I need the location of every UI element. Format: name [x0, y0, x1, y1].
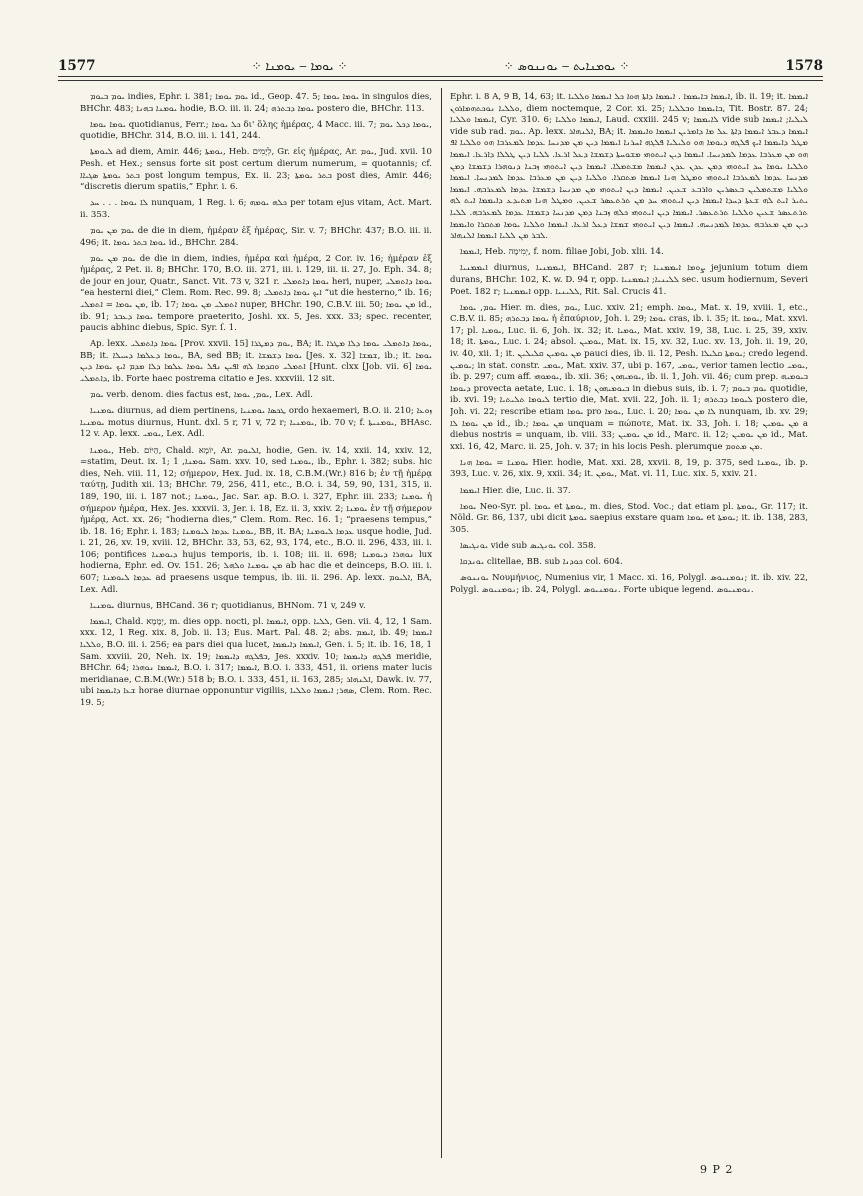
- dictionary-entry: ܝܘܡ ܡܢ ܝܘܡ de die in diem, ἡμέραν ἐξ ἡμέρας, Sir. v. 7; BHChr. 437; B.O. iii. ii. 496; it. ܝܘܡܐ ܒܬܪ ܝܘܡܐ id., BHChr. 284.: [80, 225, 432, 248]
- dictionary-entry: ܝܘܢܕܩܐ clitellae, BB. sub ܟܘܕܢܐ col. 604.: [460, 556, 623, 567]
- left-running-title: ⁘ ܝܘܡܐ ‒ ܝܘܡܢܐ ⁘: [251, 59, 348, 73]
- dictionary-entry: ܝܘܡ verb. denom. dies factus est, ܝܘܡ, ܝܘܡܐ, Lex. Adl.: [90, 390, 313, 401]
- signature-mark: 9 P 2: [700, 1163, 734, 1176]
- dictionary-entry: ܝܘܡܢܐ, Heb. הַיּוֹם, Chald. יוֹמָא, Ar. ܐܠܝܘܡ, hodie, Gen. iv. 14, xxii. 14, xxiv. 12, =statim, Deut. ix. 1; ܝܘܡܢܐ, 1 Sam. xxv. 10, sed ܝܘܡܢܐ, ib., Ephr. i. 382; subs. hic dies, Neh. viii. 11, 12; σήμερον, Hex. Jud. ix. 18, C.B.M.(Wr.) 816 b; ἐν τῇ ἡμέρᾳ ταύτῃ, Judith xii. 13; BHChr. 79, 256, 411, etc., B.O. i. 34, 59, 90, 131, 315, ii. 189, 190, iii. i. 187 not.; ܝܘܡܢܐ, Jac. Sar. ap. B.O. i. 327, Ephr. iii. 233; ܝܘܡܢܐ ἡ σήμερον ἡμέρα, Hex. Jes. xxxvii. 3, Jer. i. 18, Ez. ii. 3, xxiv. 2; ܝܘܡܢܐ ἐν τῇ σήμερον ἡμέρᾳ, Act. xx. 26; “hodierna dies,” Clem. Rom. Rec. 16. 1; “praesens tempus,” ib. 18. 16; Ephr. i. 183; ܝܘܡܢܐ ܥܕܡܐ ܠܝܘܡܢܐ, BB, it. BA; ܥܕܡܐ ܠܝܘܡܢܐ usque hodie, Jud. i. 21, 26, xv. 19, xviii. 12, BHChr. 33, 53, 62, 93, 174, etc., B.O. ii. 296, 433, iii. i. 106; pontifices ܕܝܘܡܢܐ hujus temporis, ib. i. 108; iii. ii. 698; ܢܘܗܪܐ ܕܝܘܡܢܐ lux hodierna, Ephr. ed. Ov. 151. 26; ܡܢ ܝܘܡܢܐ ܘܠܗܠ ab hac die et deinceps, B.O. iii. i. 607; ܥܕܡܐ ܠܝܘܡܢܐ ad praesens usque tempus, ib. iii. ii. 296. Ap. lexx. ܐܠܝܘܡ, BA, Lex. Adl.: [80, 445, 432, 595]
- dictionary-entry: Ap. lexx. ܝܘܡܐ ܕܐܬܡܠܝ [Prov. xxvii. 15] ܝܘܡ ܕܡܛܪܐ, BA; it. ܝܘܡܐ ܕܐܬܡܠܝ ܝܘܡܐ ܕܠܐ ܡܛܪܐ, BB; it. ܝܘܡܐ ܕܥܠܡܐ ܕܚܝܠܐ, BA, sed BB; it. ܝܘܡܐ ܕܫܡܫܐ [Jes. x. 32] ܫܡܫܐ, ib.; it. ܝܘܡܐ ܐܬܡܠܝ ܘܩܕܡܐ ܠܗ ܐܦܝܢ ܢܦܠ ܝܘܡܐ ܥܠܡܐ ܕܠܐ ܡܕܡ ܐܝܟ ܝܘܡܐ ܕܝܢ [Hunt. clxx [Job. vii. 6] ܝܘܡܐ ܕܐܬܡܠܝ, ib. Forte haec postrema citatio e Jes. xxxviii. 12 sit.: [80, 339, 432, 385]
- dictionary-entry: ܝܘܡܐ Neo-Syr. pl. ܝܘܡܐ et ܝܘܡܬܐ, m. dies, Stod. Voc.; dat etiam pl. ܝܘܡܬܐ, Gr. 117; it. Nöld. Gr. 86, 137, ubi dicit ܝܘܡܬܐ saepius exstare quam ܝܘܡܐ et ܝܘܡܬܐ; it. ib. 138, 283, 305.: [450, 501, 808, 535]
- dictionary-entry: ܝܘܢܢܘܣ Νουμήνιος, Numenius vir, 1 Macc. xi. 16, Polygl. ܢܘܡܢܝܘܣ; it. ib. xiv. 22, Polygl. ܢܘܡܢܝܘܣ; ib. 24, Polygl. ܢܘܡܢܝܘܣ. Forte ubique legend. ܢܘܡܢܝܘܣ.: [450, 573, 808, 595]
- dictionary-entry: ܝܘܡܢܝܐ diurnus, ad diem pertinens, ܛܟܣܐ ܝܘܡܢܝܐ ordo hexaemeri, B.O. ii. 210; ܙܘܥܐ ܝܘܡܢܝܐ motus diurnus, Hunt. dxl. 5 r, 71 v, 72 r; ܝܘܡܢܝܐ, ib. 70 v; f. ܝܘܡܢܝܬܐ, BHAsc. 12 v. Ap. lexx. ܝܘܡܝ, Lex. Adl.: [80, 406, 432, 440]
- running-header: [58, 52, 823, 74]
- column-divider: [441, 88, 442, 1158]
- dictionary-entry: ܠܝܘܡܬܐ ad diem, Amir. 446; ܝܘܡܬܐ, Heb. לְיָמִים, Gr. εἰς ἡμέρας, Ar. ܝܘܡ, Jud. xvii. 10 Pesh. et Hex.; sensus forte sit post certum dierum numerum, = quotannis; cf. ܒܬܪ ܝܘܡܬܐ ܣܓܝܐܐ post longum tempus, Ex. ii. 23; ܒܬܪ ܝܘܡܬܐ post dies, Amir. 446; “discretis dierum spatiis,” Ephr. i. 6.: [80, 147, 432, 193]
- dictionary-entry: ܝܘܢܓܝܣܐ vide sub ܝܘܢܓܝܣ col. 358.: [460, 540, 597, 551]
- right-column: [450, 92, 808, 1162]
- dictionary-entry: ܝܘܡܢܐ = ܝܘܡܐ ܗܢܐ Hier. hodie, Mat. xxi. 28, xxvii. 8, 19, p. 375, sed ܝܘܡܢܐ, ib. p. 393, Luc. v. 26, xix. 9, xxii. 34; it. ܝܘܡܢ, Mat. vi. 11, Luc. xix. 5, xxiv. 21.: [450, 457, 808, 480]
- dictionary-entry: ܝܘܡ ܡܢ ܝܘܡ de die in diem, indies, ἡμέρα καὶ ἡμέρα, 2 Cor. iv. 16; ἡμέραν ἐξ ἡμέρας, 2 Pet. ii. 8; BHChr. 170, B.O. iii. 271, iii. i. 129, iii. ii. 27, Jo. Eph. 34. 8; de jour en jour, Quatr., Sanct. Vit. 73 v, 321 r. ܝܘܡܐ ܕܐܬܡܠܝ heri, nuper, ܝܘܡܐ ܕܐܬܡܠܝ “ea hesterni diei,” Clem. Rom. Rec. 99. 8; ܐܝܟ ܝܘܡܐ ܕܐܬܡܠܝ “ut die hesterno,” ib. 16; ܡܢ ܝܘܡܐ = ܐܬܡܠܝ, ib. 17; ܐܬܡܠܝ ܡܢ ܝܘܡܐ nuper, BHChr. 190, C.B.V. iii. 50; ܡܢ ܝܘܡܐ id., ib. 91; ܝܘܡܐ ܕܥܒܪ tempore praeterito, Joshi. xx. 5, Jes. xxx. 33; spec. recenter, paucis abhinc diebus, Spic. Syr. ſ. 1.: [80, 253, 432, 334]
- dictionary-entry: ܐܝܡܡܐ, Heb. יְמִימָה, f. nom. filiae Jobi, Job. xlii. 14.: [460, 247, 664, 258]
- dictionary-entry: ܝܘܡܢܝܐ diurnus, BHCand. 36 r; quotidianus, BHNom. 71 v, 249 v.: [90, 600, 366, 611]
- left-column: [80, 92, 432, 1162]
- dictionary-entry: ܝܘܡ ܒܝܘܡ indies, Ephr. i. 381; ܝܘܡ ܝܘܡܐ id., Geop. 47. 5; ܝܘܡܐ ܝܘܡܐ in singulos dies, BHChr. 483; ܝܘܡܢܐ ܒܗܢܐ hodie, B.O. iii. ii. 24; ܝܘܡܐ ܕܒܬܪܗ postero die, BHChr. 113.: [80, 92, 432, 114]
- right-page-number: 1578: [785, 58, 823, 74]
- dictionary-entry: ܐܝܡܡܢܝܐ diurnus, ܐܝܡܡܢܝܐ, BHCand. 287 r; ܨܘܡܐ ܐܝܡܡܢܝܐ jejunium totum diem durans, BHChr. 102, K. w. D. 94 r, opp. ܠܠܝܢܝܐ; ܐܝܡܡܢܝܐ sec. usum hodiernum, Severi Poet. 182 r; ܐܝܡܡܢܝܐ opp. ܠܠܝܢܝܐ, Rit. Sal. Crucis 41.: [450, 263, 808, 297]
- dictionary-entry: ܐܝܡܡܐ Hier. die, Luc. ii. 37.: [460, 485, 571, 496]
- left-page-number: 1577: [58, 58, 96, 74]
- right-running-title: ⁘ ܝܘܡܢܐܝܬ ‒ ܝܘܢܢܘܣ ⁘: [503, 59, 630, 73]
- dictionary-entry: ܝܘܡ, ܝܘܡܐ Hier. m. dies, ܝܘܡ, Luc. xxiv. 21; emph. ܝܘܡܐ, Mat. x. 19, xviii. 1, etc., C.B.V. ii. 85; ܝܘܡܐ ܕܒܬܪܗ ἡ ἐπαύριον, Joh. i. 29; ܝܘܡܐ cras, ib. i. 35; it. ܝܘܡܐ, Mat. xxvi. 17; pl. ܝܘܡܝܐ, Luc. ii. 6, Joh. ix. 32; it. ܝܘܡܝܐ, Mat. xxiv. 19, 38, Luc. i. 25, 39, xxiv. 18; it. ܝܘܡܬܐ, Luc. i. 24; absol. ܝܘܡܝܢ, Mat. ix. 15, xv. 32, Luc. xv. 13, Joh. ii. 19, 20, iv. 40, xii. 1; it. ܡܢ ܝܘܡܝܢ ܩܠܝܠܝܢ pauci dies, ib. ii. 12, Pesh. ܝܘܡܬܐ ܩܠܝܠܐ; credo legend. ܝܘܡܝܢ; in stat. constr. ܝܘܡܝ, Mat. xxiv. 37, ubi p. 167, ܝܘܡܝ, verior tamen lectio ܝܘܡܝ, ib. p. 297; cum aff. ܝܘܡܘܗܝ, ib. xii. 36; ܝܘܡܝܗܘܢ, ib. ii. 1, Joh. vii. 46; cum prep. ܒܝܘܡܝܗ ܕܝܘܡܐ provecta aetate, Luc. i. 18; ܒܝܘܡܝܗܘܢ in diebus suis, ib. i. 7; ܝܘܡ ܒܝܘܡ quotidie, ib. xvi. 19; ܠܝܘܡܐ ܬܠܝܬܝܐ tertio die, Mat. xvii. 22, Joh. ii. 1; ܠܝܘܡܐ ܕܒܬܪܗ postero die, Joh. vi. 22; rescribe etiam ܝܘܡܐ pro ܝܘܡܐ, Luc. i. 20; ܠܐ ܡܢ ܝܘܡܐ nunquam, ib. xv. 29; ܡܢ ܝܘܡܐ ܠܐ id., ib.; ܡܢ ܝܘܡܐ unquam = πώποτε, Mat. ix. 33, Joh. i. 18; ܡܢ ܝܘܡܝܢ a diebus nostris = unquam, ib. viii. 33; ܡܢ ܝܘܡܝܢ id., Marc. ii. 12; ܡܢ ܝܘܡܝܢ id., Mat. xxi. 16, 42, Marc. ii. 25, Joh. v. 37; in his locis Pesh. plerumque ܡܢ ܡܬܘܡ.: [450, 302, 808, 452]
- header-rule: [58, 76, 823, 77]
- dictionary-entry: Ephr. i. 8 A, 9 B, 14, 63; it. ܐܝܡܡܐ ܒܐܝܡܡܐ . ܐܝܡܡܐ ܕܐܬܐ ܗܘܐ ܟܠ ܐܝܡܡܐ ܘܠܠܝܐ, ib. ii. 19; it. ܐܝܡܡܐ ܘܠܠܝܐ ܢܘܟܬܗܡܐܪܘܢ, diem noctemque, 2 Cor. xi. 25; ܒܐܝܡܡܐ ܘܒܠܠܝܐ, Tit. Bostr. 87. 24; ܐܝܡܡܐ ܘܠܠܝܐ, Cyr. 310. 6; ܐܝܡܡܐ ܘܠܠܝܐ, Laud. cxxiii. 245 v; ܠܐܝܡܡܐ vide sub ܠܝܠܝܐ; ܐܝܡܡܐ vide sub rad. ܝܘܡ. Ap. lexx. ܐܠܢܗܐܪ, BA; it. ܐܝܡܡܐ ܕܥܒܪ ܐܝܡܡܐ ܕܐܬܐ ܥܠ ܡܐ ܕܐܡܪܝܢ ܐܝܡܡܐ ܘܐܝܡܡܐ ܡܛܠ ܕܐܝܡܡܐ ܐܝܟ ܦܠܓܗ ܕܝܘܡܐ ܗܘ ܘܠܝܠܝܐ ܦܠܓܗ ܐܚܪܢܐ ܐܝܡܡܐ ܕܝܢ ܡܢ ܡܕܢܚܐ ܥܕܡܐ ܠܡܥܪܒܐ ܗܘ ܘܠܠܝܐ ܐܦ ܗܘ ܡܢ ܡܥܪܒܐ ܥܕܡܐ ܠܡܕܢܚܐ. ܐܝܡܡܐ ܕܝܢ ܐܝܬܘܗܝ ܡܫܘܚܬܐ ܕܫܡܫܐ ܕܥܠ ܐܪܥܐ. ܠܠܝܐ ܕܝܢ ܛܠܠܐ ܕܐܪܥܐ. ܐܝܡܡܐ ܘܠܠܝܐ ܝܘܡܐ ܚܕ ܐܝܬܘܗܝ ܕܡܢ ܥܕܢ ܥܕܢ ܐܝܡܡܐ ܡܫܬܡܠܐ. ܐܝܡܡܐ ܕܝܢ ܐܝܬܘܗܝ ܙܒܢܐ ܕܢܘܗܪܐ ܕܫܡܫܐ ܕܡܢ ܡܕܢܚܐ ܥܕܡܐ ܠܡܥܪܒܐ ܐܝܬܘܗܝ ܘܡܛܠ ܗܢܐ ܐܝܡܡܐ ܡܬܩܪܐ. ܘܠܠܝܐ ܕܝܢ ܡܢ ܡܥܪܒܐ ܥܕܡܐ ܠܡܕܢܚܐ. ܐܝܡܡܐ ܘܠܠܝܐ ܡܫܬܡܠܝܢ ܒܥܣܪܝܢ ܘܐܪܒܥ ܫܥܝܢ. ܐܝܡܡܐ ܕܝܢ ܐܝܬܘܗܝ ܡܢ ܡܕܢܚܐ ܕܫܡܫܐ ܥܕܡܐ ܠܡܥܪܒܗ. ܐܝܡܡܐ ܝܬܝܪ ܐܝܬ ܠܗ ܫܥܬܐ ܕܚܕܐ ܐܝܡܡܐ ܕܝܢ ܐܝܬܘܗܝ ܚܕ ܡܢ ܬܪܬܥܣܪ ܫܥܝܢ. ܘܡܛܠ ܗܢܐ ܡܬܝܕܥ ܕܐܝܡܡܐ ܐܝܬ ܠܗ ܬܪܬܥܣܪ ܫܥܝܢ ܘܠܠܝܐ ܬܪܬܥܣܪ. ܐܝܡܡܐ ܕܝܢ ܐܝܬܘܗܝ ܟܠܗ ܙܒܢܐ ܕܡܢ ܡܕܢܚܐ ܕܫܡܫܐ ܥܕܡܐ ܠܡܥܪܒܗ. ܠܠܝܐ ܕܝܢ ܡܢ ܡܥܪܒܗ ܥܕܡܐ ܠܡܕܢܚܗ. ܐܝܡܡܐ ܕܝܢ ܐܝܬܘܗܝ ܫܡܫܐ ܕܥܠ ܐܪܥܐ. ܐܝܡܡܐ ܘܠܠܝܐ ܝܘܡܐ ܡܬܩܪܐ ܘܐܝܡܡܐ ܠܒܪ ܡܢ ܠܠܝܐ ܐܝܡܡܐ ܐܠܢܗܐܪ.: [450, 92, 808, 242]
- header-rule-thin: [58, 80, 823, 81]
- dictionary-entry: ܠܐ ܝܘܡܐ . . . ܚܕ nunquam, 1 Reg. i. 6; ܟܠܗ ܝܘܡܗ per totam ejus vitam, Act. Mart. ii. 353.: [80, 198, 432, 220]
- dictionary-entry: ܝܘܡܐ ܝܘܡܐ quotidianus, Ferr.; ܟܠ ܝܘܡܐ δι' ὅλης ἡμέρας, 4 Macc. iii. 7; ܝܘܡܐ ܕܟܠ ܝܘܡ, quotidie, BHChr. 314, B.O. iii. i. 141, 244.: [80, 119, 432, 142]
- dictionary-entry: ܐܝܡܡܐ, Chald. יְמָמָא, m. dies opp. nocti, pl. ܐܝܡܡܐ, opp. ܠܠܝܐ, Gen. vii. 4, 12, 1 Sam. xxx. 12, 1 Reg. xix. 8, Job. ii. 13; Eus. Mart. Pal. 48. 2; abs. ܐܝܡܡ, ib. 49; ܐܝܡܡܐ ܘܠܠܝܐ, B.O. iii. i. 256; ea pars diei qua lucet, ܐܝܡܡܐ ܕܐܝܡܡܐ, Gen. i. 5; it. ib. 16, 18, 1 Sam. xxviii. 20, Neh. ix. 19; ܒܦܠܓܗ ܕܐܝܡܡܐ, Jes. xxxiv. 10; ܦܠܓܗ ܕܐܝܡܡܐ meridie, BHChr. 64; ܐܝܡܡܐ ܢܘܗܪܐ, B.O. i. 317; ܐܝܡܡܐ, B.O. i. 333, 451, ii. oriens mater lucis meridianae, C.B.M.(Wr.) 518 b; B.O. i. 333, 451, ii. 163, 285; ܐܠܢܗܐܪ, Dawk. iv. 77, ubi ܫܥܐ ܕܐܝܡܡܐ horae diurnae opponuntur vigiliis, ܣܗܪ; ܐܝܡܡܐ ܘܠܠܝܐ, Clem. Rom. Rec. 19. 5;: [80, 616, 432, 708]
